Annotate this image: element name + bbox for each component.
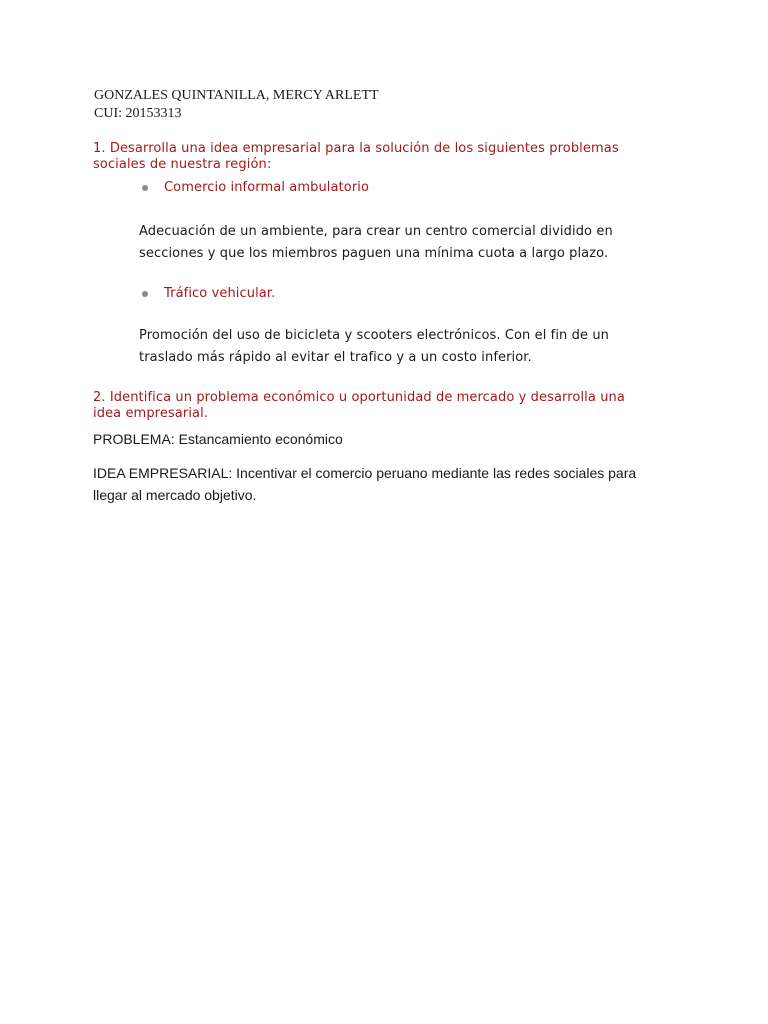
bullet-item-informal-commerce: Comercio informal ambulatorio xyxy=(164,180,370,195)
bullet-item-vehicle-traffic: Tráfico vehicular. xyxy=(164,286,276,301)
question-1-line-1: 1. Desarrolla una idea empresarial para la solución de los siguientes problemas xyxy=(93,141,619,156)
business-idea xyxy=(93,462,636,506)
question-2 xyxy=(93,390,625,422)
answer-line: Adecuación de un ambiente, para crear un centro comercial dividido en xyxy=(139,224,613,239)
question-1 xyxy=(93,141,619,173)
answer-informal-commerce xyxy=(139,221,613,265)
bullet-icon xyxy=(142,185,148,191)
author-name: GONZALES QUINTANILLA, MERCY ARLETT xyxy=(94,88,379,103)
answer-line: secciones y que los miembros paguen una mínima cuota a largo plazo. xyxy=(139,246,609,261)
problem-statement: PROBLEMA: Estancamiento económico xyxy=(93,431,343,447)
business-idea-line: IDEA EMPRESARIAL: Incentivar el comercio peruano mediante las redes sociales para xyxy=(93,465,637,481)
answer-vehicle-traffic xyxy=(139,325,609,369)
question-1-line-2: sociales de nuestra región: xyxy=(93,157,272,172)
question-2-line-1: 2. Identifica un problema económico u oportunidad de mercado y desarrolla una xyxy=(93,390,625,405)
answer-line: traslado más rápido al evitar el trafico y a un costo inferior. xyxy=(139,350,532,365)
bullet-icon xyxy=(142,291,148,297)
student-id: CUI: 20153313 xyxy=(94,106,182,121)
business-idea-line: llegar al mercado objetivo. xyxy=(93,487,257,503)
question-2-line-2: idea empresarial. xyxy=(93,406,209,421)
answer-line: Promoción del uso de bicicleta y scooters electrónicos. Con el fin de un xyxy=(139,328,609,343)
